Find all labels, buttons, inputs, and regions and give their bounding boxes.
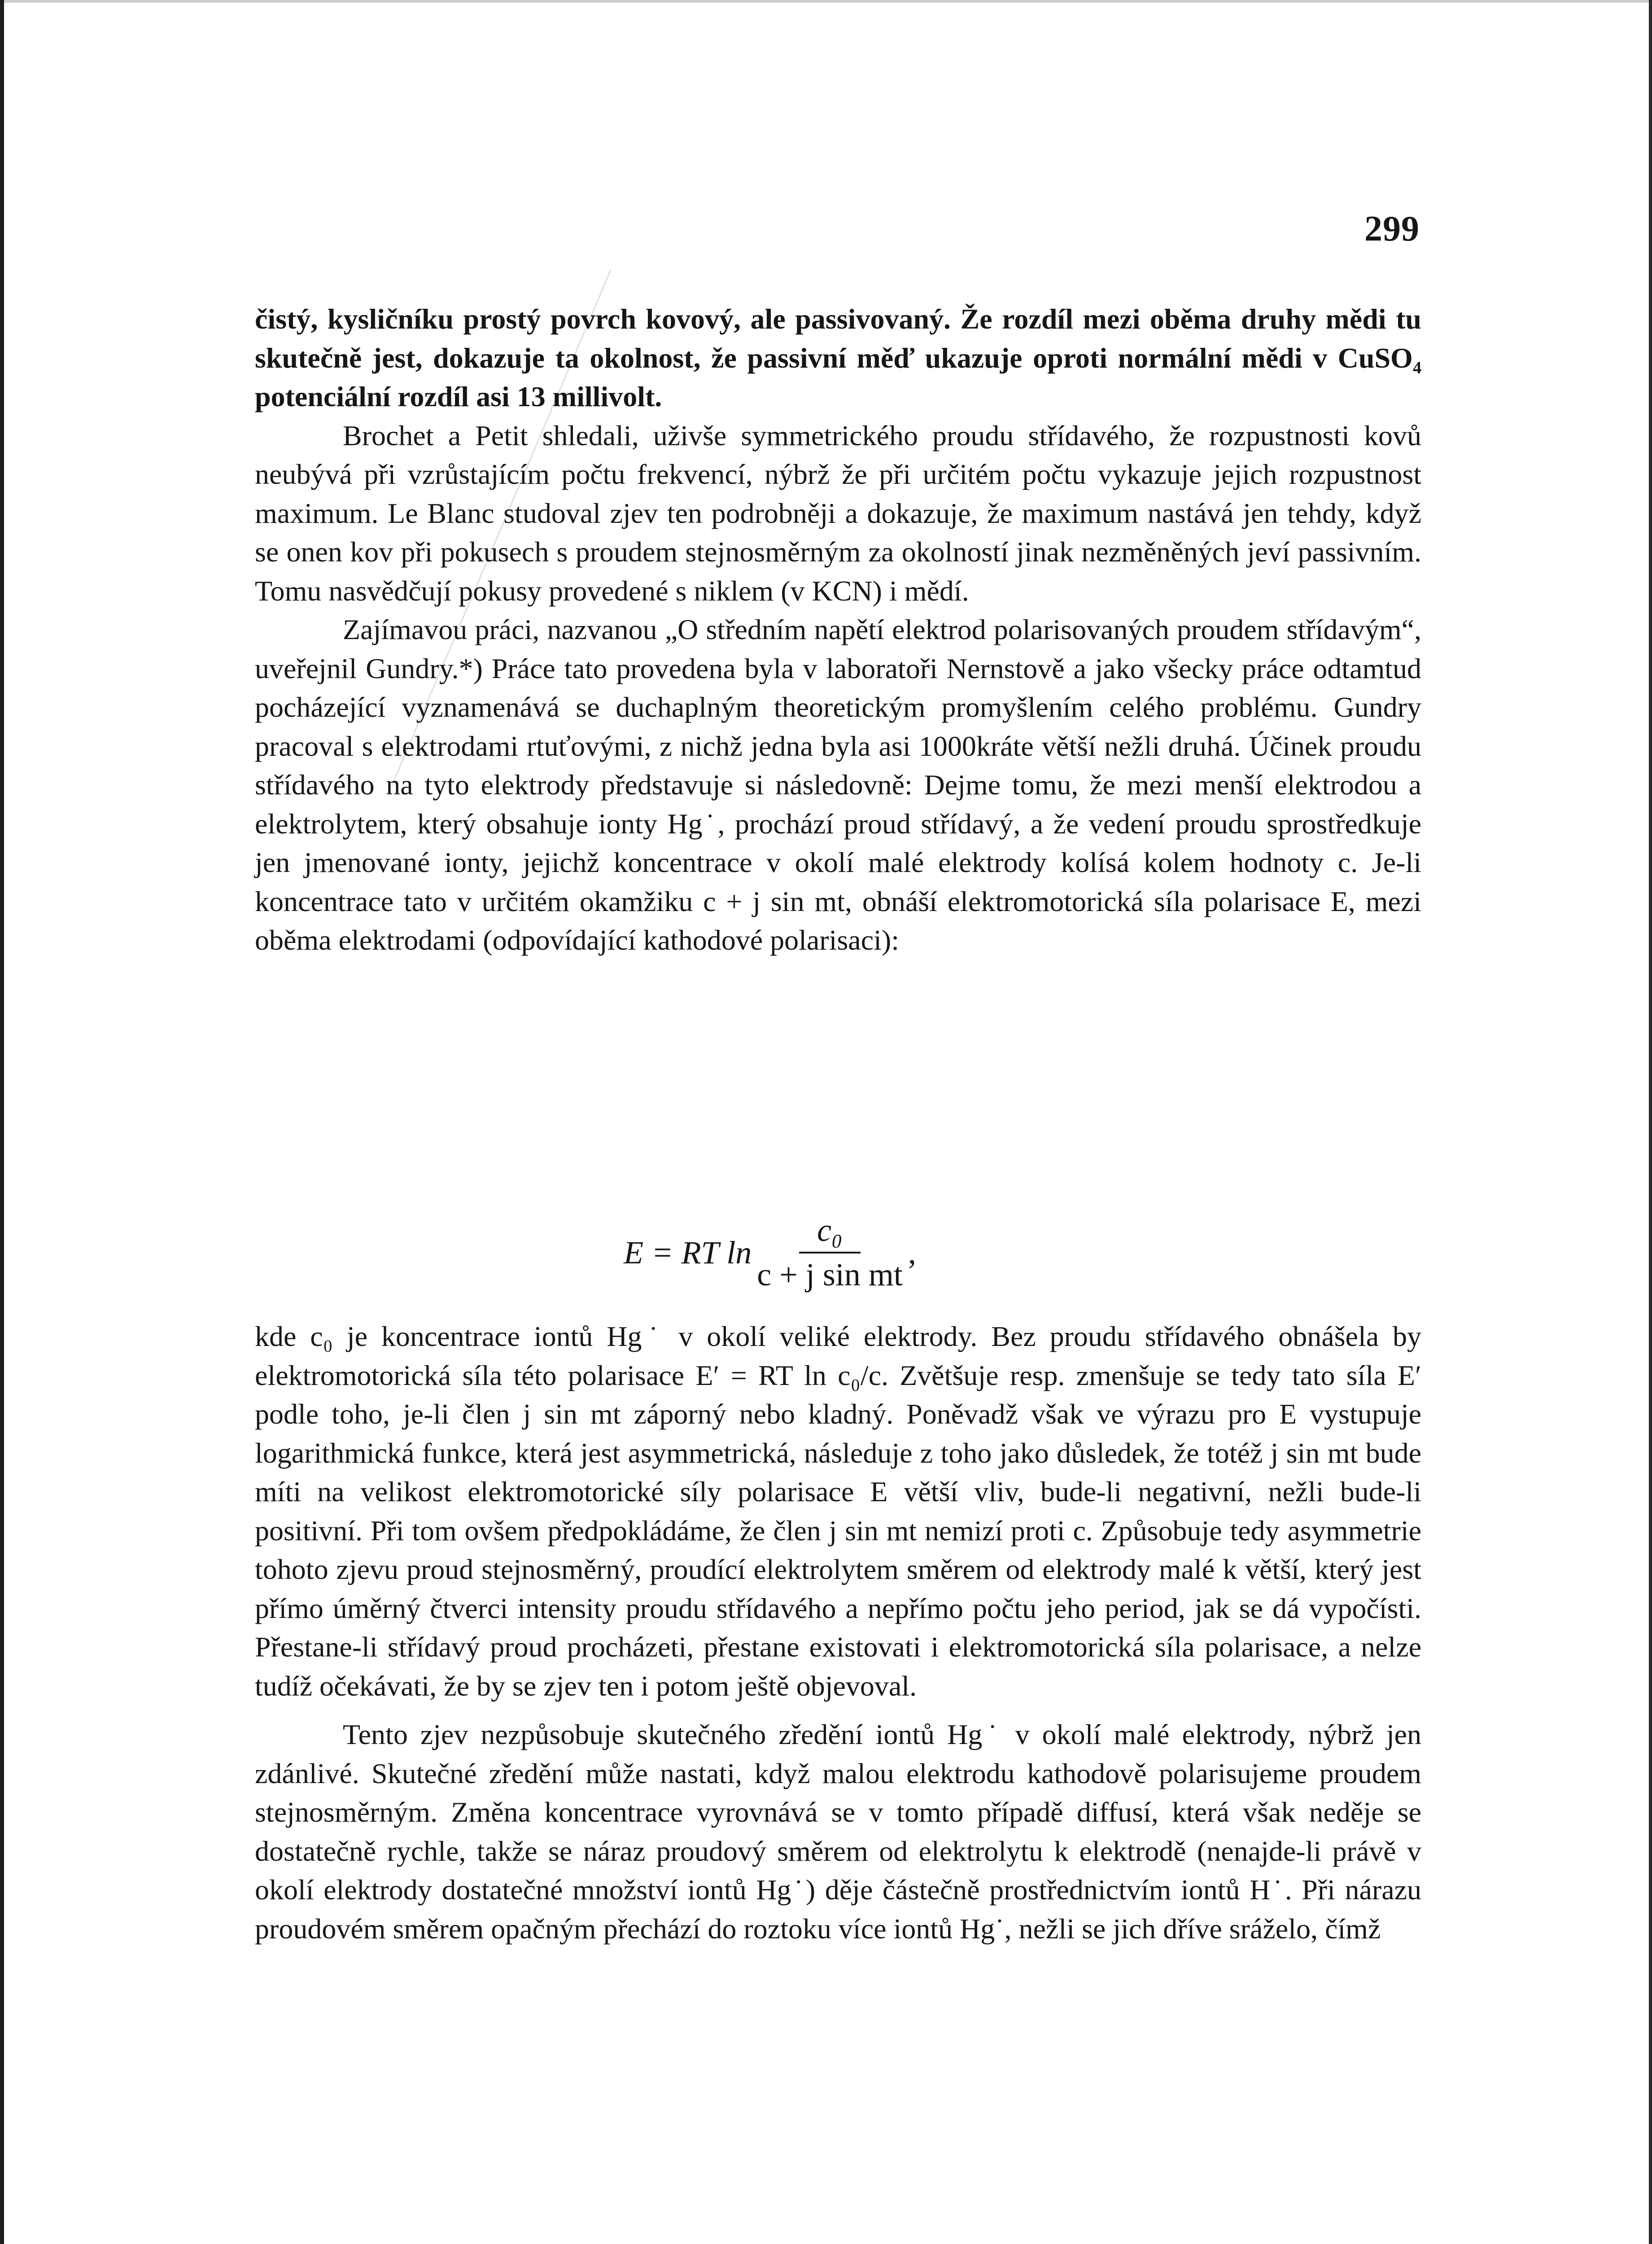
scan-border-left xyxy=(0,0,4,2244)
page-number: 299 xyxy=(1364,209,1420,249)
equation-denominator: c + j sin mt xyxy=(757,1257,903,1293)
paragraph-5: Tento zjev nezpůsobuje skutečného zředění iontů Hg˙ v okolí malé elektrody, nýbrž jen zdánlivé. Skutečné zředění může nastati, když malou elektrodu kathodově polarisujeme proudem stejnosměrným. Změna koncentrace vyrovnává se v tomto případě diffusí, která však neděje se dostatečně rychle, takže se náraz proudový směrem od elektrolytu k elektrodě (nenajde-li právě v okolí elektrody dostatečné množství iontů Hg˙) děje částečně prostřednictvím iontů H˙. Při nárazu proudovém směrem opačným přechází do roztoku více iontů Hg˙, nežli se jich dříve sráželo, čímž xyxy=(255,1718,1421,1945)
equation-numerator: c₀ xyxy=(799,1212,861,1253)
paragraph-2: Brochet a Petit shledali, uživše symmetrického proudu střídavého, že rozpustnosti kovů neubývá při vzrůstajícím počtu frekvencí, nýbrž že při určitém počtu vykazuje jejich rozpustnost maximum. Le Blanc studoval zjev ten podrobněji a dokazuje, že maximum nastává jen tehdy, když se onen kov při pokusech s proudem stejnosměrným za okolností jinak nezměněných jeví passivním. Tomu nasvědčují pokusy provedené s niklem (v KCN) i mědí. xyxy=(255,419,1421,607)
body-text-upper xyxy=(255,300,1421,960)
equation-fraction xyxy=(757,1212,903,1293)
equation-lhs: E = RT ln xyxy=(624,1234,752,1271)
paragraph-4: kde c₀ je koncentrace iontů Hg˙ v okolí veliké elektrody. Bez proudu střídavého obnášela by elektromotorická síla této polarisace E′ = RT ln c₀/c. Zvětšuje resp. zmenšuje se tedy tato síla E′ podle toho, je-li člen j sin mt záporný nebo kladný. Poněvadž však ve výrazu pro E vystupuje logarithmická funkce, která jest asymmetrická, následuje z toho jako důsledek, že totéž j sin mt bude míti na velikost elektromotorické síly polarisace E větší vliv, bude-li negativní, nežli bude-li positivní. Při tom ovšem předpokládáme, že člen j sin mt nemizí proti c. Způsobuje tedy asymmetrie tohoto zjevu proud stejnosměrný, proudící elektrolytem směrem od elektrody malé k větší, který jest přímo úměrný čtverci intensity proudu střídavého a nepřímo počtu jeho period, jak se dá vypočísti. Přestane-li střídavý proud procházeti, přestane existovati i elektromotorická síla polarisace, a nelze tudíž očekávati, že by se zjev ten i potom ještě objevoval. xyxy=(255,1320,1421,1702)
paragraph-3: Zajímavou práci, nazvanou „O středním napětí elektrod polarisovaných proudem střídavým“, uveřejnil Gundry.*) Práce tato provedena byla v laboratoři Nernstově a jako všecky práce odtamtud pocházející vyznamenává se duchaplným theoretickým promyšlením celého problému. Gundry pracoval s elektrodami rtuťovými, z nichž jedna byla asi 1000kráte větší nežli druhá. Účinek proudu střídavého na tyto elektrody představuje si následovně: Dejme tomu, že mezi menší elektrodou a elektrolytem, který obsahuje ionty Hg˙, prochází proud střídavý, a že vedení proudu sprostředkuje jen jmenované ionty, jejichž koncentrace v okolí malé elektrody kolísá kolem hodnoty c. Je-li koncentrace tato v určitém okamžiku c + j sin mt, obnáší elektromotorická síla polarisace E, mezi oběma elektrodami (odpovídající kathodové polarisaci): xyxy=(255,614,1421,956)
equation-polarisation xyxy=(624,1212,916,1293)
paragraph-1: čistý, kysličníku prostý povrch kovový, ale passivovaný. Že rozdíl mezi oběma druhy mědi tu skutečně jest, dokazuje ta okolnost, že passivní měď ukazuje oproti normální mědi v CuSO₄ potenciální rozdíl asi 13 millivolt. xyxy=(255,303,1421,412)
body-text-lower xyxy=(255,1317,1421,1948)
scan-border-top xyxy=(0,0,1652,3)
scan-border-right xyxy=(1649,0,1652,2244)
equation-trail: , xyxy=(908,1234,916,1271)
